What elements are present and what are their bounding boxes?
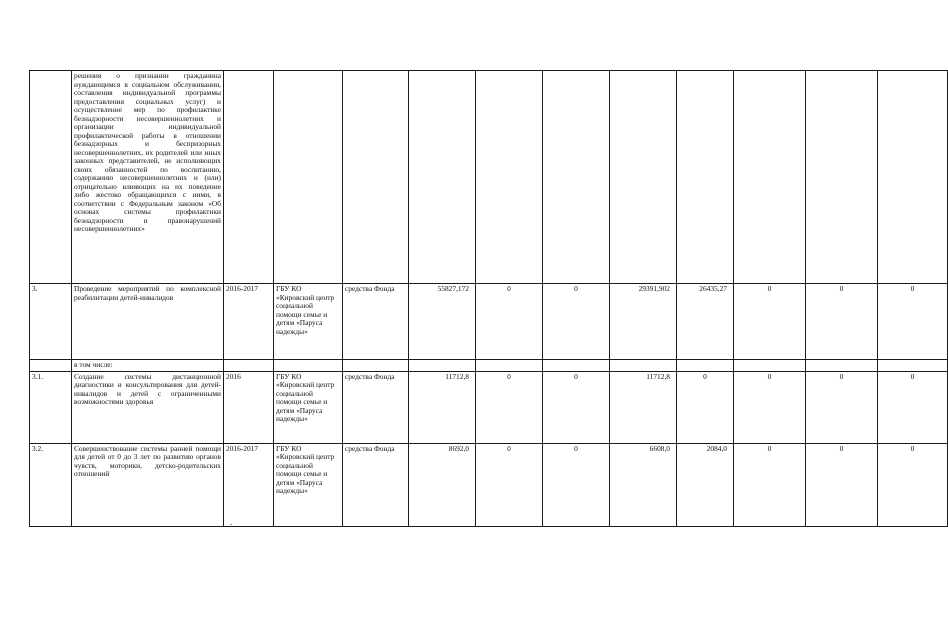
value-total: 8692,0 [409,443,476,526]
value-2: 0 [476,371,543,443]
value-5 [677,71,734,284]
row-number: 3. [30,284,72,360]
row-number: 3.1. [30,371,72,443]
value-2: 0 [476,443,543,526]
value-8: 0 [878,371,948,443]
value-6 [734,360,806,372]
value-total [409,360,476,372]
row-number [30,360,72,372]
value-8: 0 [878,284,948,360]
years-cell: 2016-2017 [224,443,274,526]
measure-text: решения о признании гражданина нуждающимся в социальном обслуживании, составления индивидуальной программы предоставления социальных услуг) и осуществление мер по профилактике безнадзорности несовершеннолетних и организации индивидуальной профилактической работы в отношении безнадзорных и беспризорных несовершеннолетних, их родителей или иных законных представителей, не исполняющих своих обязанностей по воспитанию, содержанию несовершеннолетних и (или) отрицательно влияющих на их поведение либо жестоко обращающихся с ними, в соответствии с Федеральным законом «Об основах системы профилактики безнадзорности и правонарушений несовершеннолетних» [72,71,224,284]
table-row [30,443,948,526]
years-cell [224,360,274,372]
value-7: 0 [806,443,878,526]
table-row [30,371,948,443]
table-row [30,360,948,372]
years-cell [224,71,274,284]
value-5: 2084,0 [677,443,734,526]
source-cell: средства Фонда [343,443,409,526]
stray-mark: - [230,520,233,528]
value-3 [543,360,610,372]
value-4: 6608,0 [610,443,677,526]
value-2 [476,360,543,372]
source-cell [343,360,409,372]
executor-cell: ГБУ КО «Кировский центр социальной помощи семье и детям «Паруса надежды» [274,371,343,443]
value-8 [878,71,948,284]
years-cell: 2016-2017 [224,284,274,360]
value-2 [476,71,543,284]
value-total: 55827,172 [409,284,476,360]
value-6: 0 [734,284,806,360]
executor-cell: ГБУ КО «Кировский центр социальной помощи семье и детям «Паруса надежды» [274,284,343,360]
value-3: 0 [543,443,610,526]
value-3: 0 [543,284,610,360]
row-number: 3.2. [30,443,72,526]
value-5 [677,360,734,372]
measure-text: Совершенствование системы ранней помощи для детей от 0 до 3 лет по развитию органов чувств, моторики, детско-родительских отношений [72,443,224,526]
measure-text: в том числе: [72,360,224,372]
value-4: 29391,902 [610,284,677,360]
value-4 [610,360,677,372]
source-cell: средства Фонда [343,284,409,360]
value-8: 0 [878,443,948,526]
value-4 [610,71,677,284]
table-row [30,284,948,360]
value-6: 0 [734,371,806,443]
value-3 [543,71,610,284]
value-7: 0 [806,371,878,443]
value-3: 0 [543,371,610,443]
measure-text: Создание системы дистанционной диагностики и консультирования для детей-инвалидов и детей с ограниченными возможностями здоровья [72,371,224,443]
value-5: 0 [677,371,734,443]
source-cell: средства Фонда [343,371,409,443]
value-6: 0 [734,443,806,526]
value-total: 11712,8 [409,371,476,443]
executor-cell [274,360,343,372]
measure-text: Проведение мероприятий по комплексной реабилитации детей-инвалидов [72,284,224,360]
value-7 [806,71,878,284]
value-6 [734,71,806,284]
value-8 [878,360,948,372]
source-cell [343,71,409,284]
value-7: 0 [806,284,878,360]
executor-cell: ГБУ КО «Кировский центр социальной помощи семье и детям «Паруса надежды» [274,443,343,526]
value-total [409,71,476,284]
value-4: 11712,8 [610,371,677,443]
value-5: 26435,27 [677,284,734,360]
executor-cell [274,71,343,284]
years-cell: 2016 [224,371,274,443]
table-row [30,71,948,284]
program-table [29,70,948,527]
value-7 [806,360,878,372]
value-2: 0 [476,284,543,360]
row-number [30,71,72,284]
